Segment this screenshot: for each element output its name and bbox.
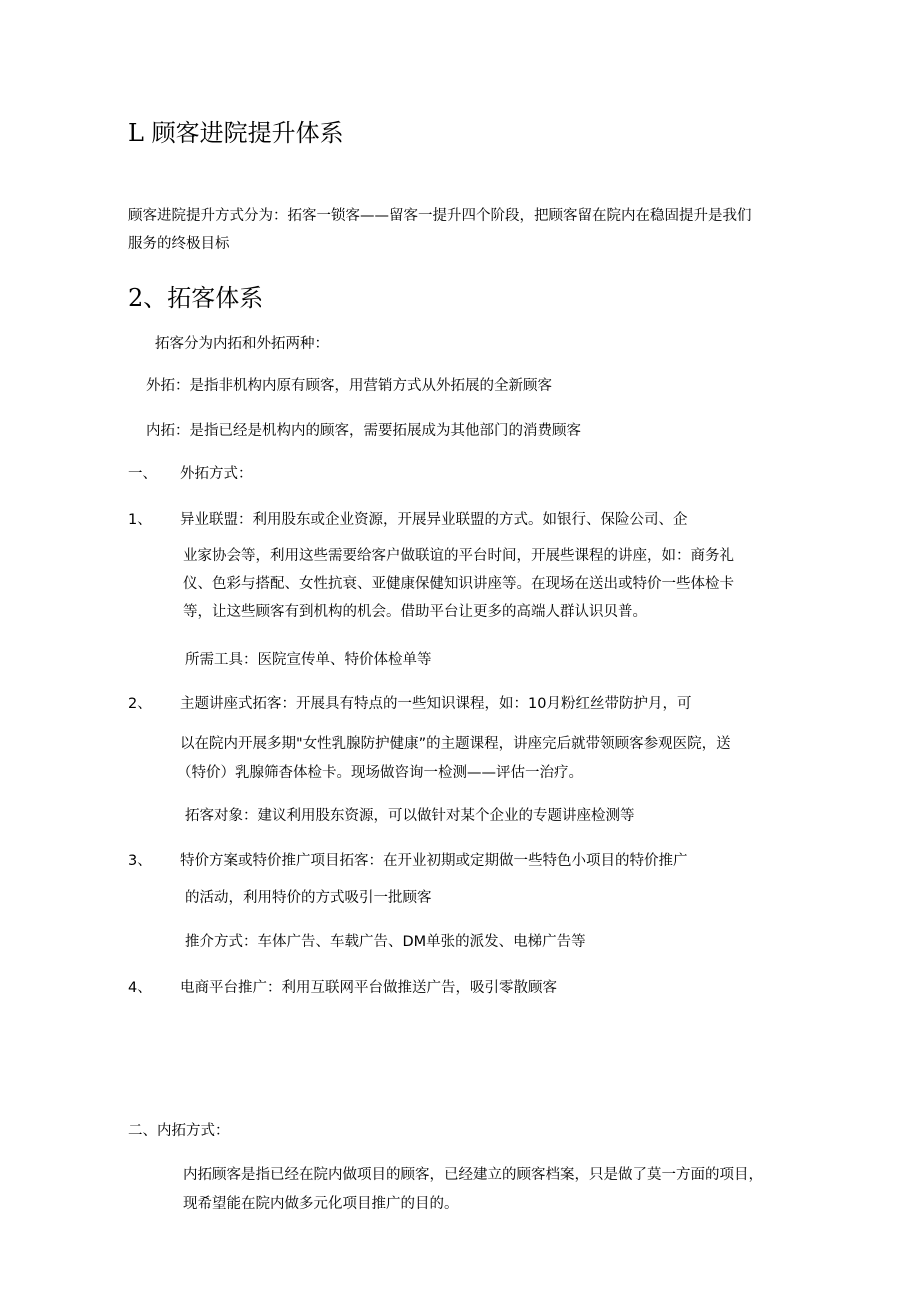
list-item-number: 2、 (128, 696, 152, 712)
list-item-number: 4、 (128, 980, 152, 996)
outer-section-number: 一、 (128, 466, 157, 482)
list-item-line: 业家协会等，利用这些需要给客户做联谊的平台时间，开展些课程的讲座，如：商务礼 (183, 548, 734, 564)
inner-definition: 内拓：是指已经是机构内的顾客，需要拓展成为其他部门的消费顾客 (146, 423, 581, 439)
section-heading-1: L 顾客进院提升体系 (128, 119, 344, 147)
inner-section-title: 二、内拓方式： (128, 1123, 230, 1139)
list-item-note: 推介方式：车体广告、车载广告、DM单张的派发、电梯广告等 (185, 934, 586, 950)
intro-paragraph-line: 服务的终极目标 (128, 236, 230, 252)
outer-section-title: 外拓方式： (180, 466, 253, 482)
list-item-line: 特价方案或特价推广项目拓客：在开业初期或定期做一些特色小项目的特价推广 (180, 853, 688, 869)
section-heading-2: 2、拓客体系 (128, 284, 264, 312)
list-item-line: 以在院内开展多期"女性乳腺防护健康”的主题课程，讲座完后就带领顾客参观医院，送 (180, 736, 731, 752)
list-item-note: 拓客对象：建议利用股东资源，可以做针对某个企业的专题讲座检测等 (185, 808, 635, 824)
list-item-number: 3、 (128, 853, 152, 869)
list-item-number: 1、 (128, 512, 152, 528)
inner-paragraph-line: 现希望能在院内做多元化项目推广的目的。 (183, 1196, 459, 1212)
list-item-line: 主题讲座式拓客：开展具有特点的一些知识课程，如：10月粉红丝带防护月，可 (180, 696, 692, 712)
list-item-line: 仪、色彩与搭配、女性抗衰、亚健康保健知识讲座等。在现场在送出或特价一些体检卡 (183, 576, 734, 592)
intro-paragraph-line: 顾客进院提升方式分为：拓客一锁客——留客一提升四个阶段，把顾客留在院内在稳固提升是我们 (128, 208, 752, 224)
list-item-line: 异业联盟：利用股东或企业资源，开展异业联盟的方式。如银行、保险公司、企 (180, 512, 688, 528)
list-item-line: （特价）乳腺筛杳体检卡。现场做咨询一检测——评估一治疗。 (177, 765, 583, 781)
inner-paragraph-line: 内拓顾客是指已经在院内做项目的顾客，已经建立的顾客档案，只是做了莫一方面的项目， (183, 1167, 763, 1183)
list-item-line: 电商平台推广：利用互联网平台做推送广告，吸引零散顾客 (180, 980, 557, 996)
types-intro: 拓客分为内拓和外拓两种： (155, 336, 329, 352)
list-item-line: 等，让这些顾客有到机构的机会。借助平台让更多的高端人群认识贝普。 (183, 604, 647, 620)
list-item-note: 所需工具：医院宣传单、特价体检单等 (185, 652, 432, 668)
outer-definition: 外拓：是指非机构内原有顾客，用营销方式从外拓展的全新顾客 (146, 378, 552, 394)
list-item-line: 的活动，利用特价的方式吸引一批顾客 (185, 890, 432, 906)
